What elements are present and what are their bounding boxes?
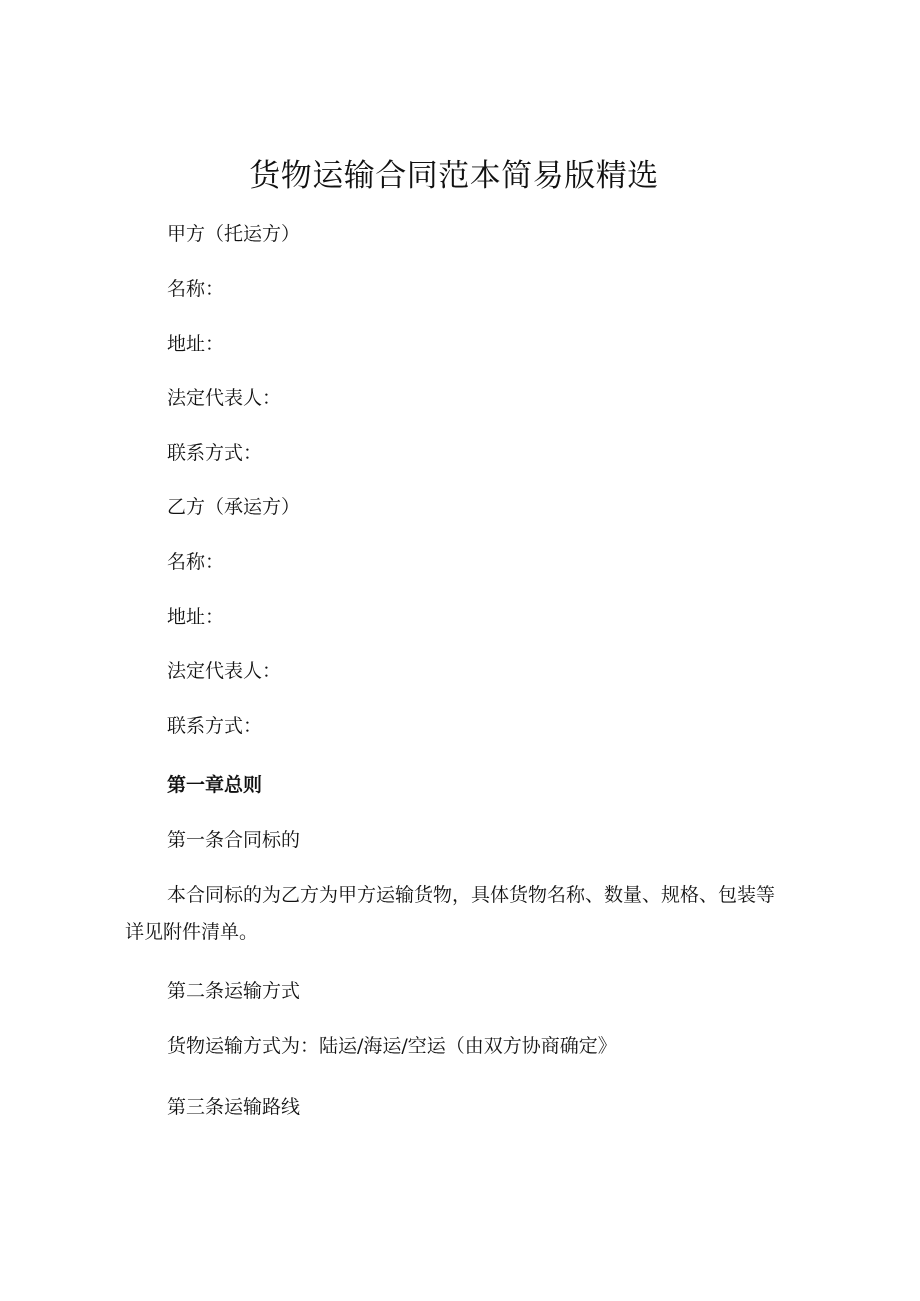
party-a-address-label: 地址： <box>167 333 225 355</box>
party-a-heading: 甲方（托运方） <box>167 223 301 245</box>
party-a-legal-rep-label: 法定代表人： <box>167 387 282 409</box>
party-a-contact-label: 联系方式： <box>167 442 263 464</box>
party-b-contact-label: 联系方式： <box>167 715 263 737</box>
article-2-heading: 第二条运输方式 <box>167 980 301 1002</box>
party-b-address-label: 地址： <box>167 606 225 628</box>
party-b-heading: 乙方（承运方） <box>167 496 301 518</box>
article-3-heading: 第三条运输路线 <box>167 1096 301 1118</box>
article-2-body: 货物运输方式为：陆运/海运/空运（由双方协商确定》 <box>167 1035 617 1057</box>
party-b-name-label: 名称： <box>167 551 225 573</box>
party-a-name-label: 名称： <box>167 278 225 300</box>
article-1-body: 本合同标的为乙方为甲方运输货物，具体货物名称、数量、规格、包装等详见附件清单。 <box>125 884 776 943</box>
document-title: 货物运输合同范本简易版精选 <box>249 158 659 194</box>
article-1-heading: 第一条合同标的 <box>167 829 301 851</box>
chapter-1-heading: 第一章总则 <box>167 774 263 796</box>
party-b-legal-rep-label: 法定代表人： <box>167 660 282 682</box>
